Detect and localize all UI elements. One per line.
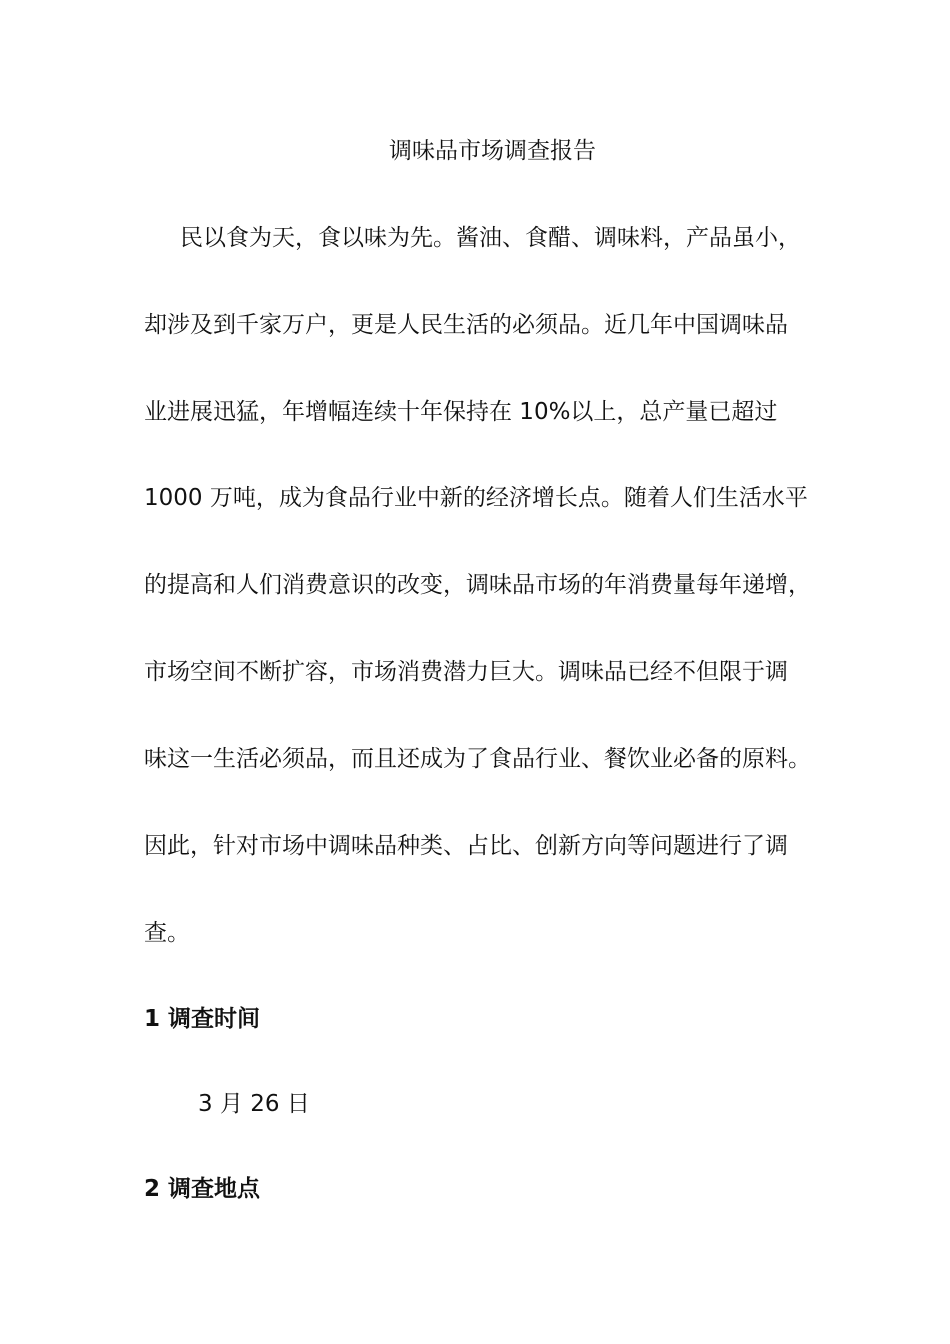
intro-line-9: 查。 <box>144 920 190 946</box>
section-1-heading: 1 调查时间 <box>144 1006 261 1032</box>
survey-date: 3 月 26 日 <box>198 1091 310 1117</box>
intro-line-8: 因此，针对市场中调味品种类、占比、创新方向等问题进行了调 <box>144 833 788 859</box>
intro-line-1: 民以食为天，食以味为先。酱油、食醋、调味料，产品虽小， <box>180 225 801 251</box>
intro-line-7: 味这一生活必须品，而且还成为了食品行业、餐饮业必备的原料。 <box>144 746 811 772</box>
section-2-heading: 2 调查地点 <box>144 1176 261 1202</box>
document-title: 调味品市场调查报告 <box>389 138 596 164</box>
intro-line-2: 却涉及到千家万户，更是人民生活的必须品。近几年中国调味品 <box>144 312 788 338</box>
intro-line-5: 的提高和人们消费意识的改变，调味品市场的年消费量每年递增， <box>144 572 811 598</box>
intro-line-6: 市场空间不断扩容，市场消费潜力巨大。调味品已经不但限于调 <box>144 659 788 685</box>
intro-line-3: 业进展迅猛，年增幅连续十年保持在 10%以上，总产量已超过 <box>144 399 778 425</box>
intro-line-4: 1000 万吨，成为食品行业中新的经济增长点。随着人们生活水平 <box>144 485 808 511</box>
